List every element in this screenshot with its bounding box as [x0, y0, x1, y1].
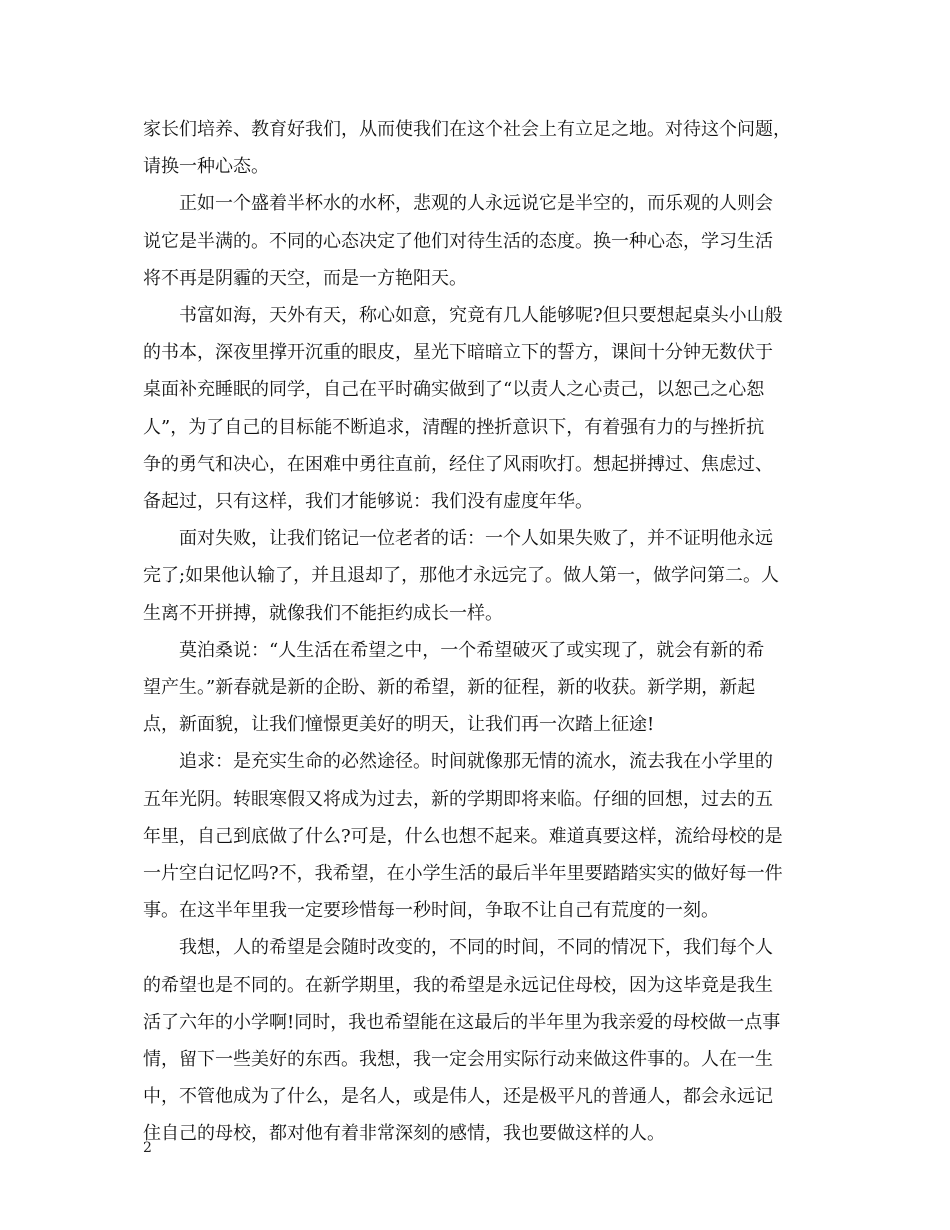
text-line: 追求：是充实生命的必然途径。时间就像那无情的流水，流去我在小学里的 [179, 751, 773, 773]
text-line: 点，新面貌，让我们憧憬更美好的明天，让我们再一次踏上征途! [143, 714, 655, 736]
text-line: 生离不开拼搏，就像我们不能拒约成长一样。 [143, 602, 503, 624]
text-line: 将不再是阴霾的天空，而是一方艳阳天。 [143, 267, 467, 289]
text-line: 请换一种心态。 [143, 156, 269, 178]
text-line: 活了六年的小学啊!同时，我也希望能在这最后的半年里为我亲爱的母校做一点事 [143, 1011, 781, 1033]
text-line: 一片空白记忆吗?不，我希望，在小学生活的最后半年里要踏踏实实的做好每一件 [143, 863, 783, 884]
text-line: 情，留下一些美好的东西。我想，我一定会用实际行动来做这件事的。人在一生 [143, 1049, 773, 1070]
text-line: 完了;如果他认输了，并且退却了，那他才永远完了。做人第一，做学问第二。人 [143, 565, 780, 587]
text-line: 望产生。”新春就是新的企盼、新的希望，新的征程，新的收获。新学期，新起 [143, 677, 756, 698]
text-line: 桌面补充睡眠的同学，自己在平时确实做到了“以责人之心责己，以恕己之心恕 [143, 379, 765, 401]
text-line: 书富如海，天外有天，称心如意，究竟有几人能够呢?但只要想起桌头小山般 [179, 305, 783, 326]
page-number: 2 [143, 1140, 152, 1156]
text-line: 中，不管他成为了什么，是名人，或是伟人，还是极平凡的普通人，都会永远记 [143, 1086, 773, 1108]
text-line: 面对失败，让我们铭记一位老者的话：一个人如果失败了，并不证明他永远 [179, 528, 773, 550]
text-line: 五年光阴。转眼寒假又将成为过去，新的学期即将来临。仔细的回想，过去的五 [143, 788, 773, 810]
text-line: 的希望也是不同的。在新学期里，我的希望是永远记住母校，因为这毕竟是我生 [143, 974, 773, 996]
text-line: 正如一个盛着半杯水的水杯，悲观的人永远说它是半空的，而乐观的人则会 [179, 193, 773, 215]
text-line: 说它是半满的。不同的心态决定了他们对待生活的态度。换一种心态，学习生活 [143, 230, 773, 252]
text-line: 住自己的母校，都对他有着非常深刻的感情，我也要做这样的人。 [143, 1123, 665, 1145]
text-line: 备起过，只有这样，我们才能够说：我们没有虚度年华。 [143, 491, 593, 512]
text-line: 莫泊桑说：“人生活在希望之中，一个希望破灭了或实现了，就会有新的希 [179, 639, 765, 661]
text-line: 我想，人的希望是会随时改变的，不同的时间，不同的情况下，我们每个人 [179, 937, 773, 959]
text-line: 争的勇气和决心，在困难中勇往直前，经住了风雨吹打。想起拼搏过、焦虑过、 [143, 453, 773, 475]
text-line: 事。在这半年里我一定要珍惜每一秒时间，争取不让自己有荒度的一刻。 [143, 900, 719, 922]
text-line: 人”，为了自己的目标能不断追求，清醒的挫折意识下，有着强有力的与挫折抗 [143, 416, 765, 438]
text-line: 家长们培养、教育好我们，从而使我们在这个社会上有立足之地。对待这个问题， [143, 119, 791, 140]
text-line: 年里，自己到底做了什么?可是，什么也想不起来。难道真要这样，流给母校的是 [143, 825, 783, 847]
text-line: 的书本，深夜里撑开沉重的眼皮，星光下暗暗立下的誓方，课间十分钟无数伏于 [143, 342, 773, 364]
